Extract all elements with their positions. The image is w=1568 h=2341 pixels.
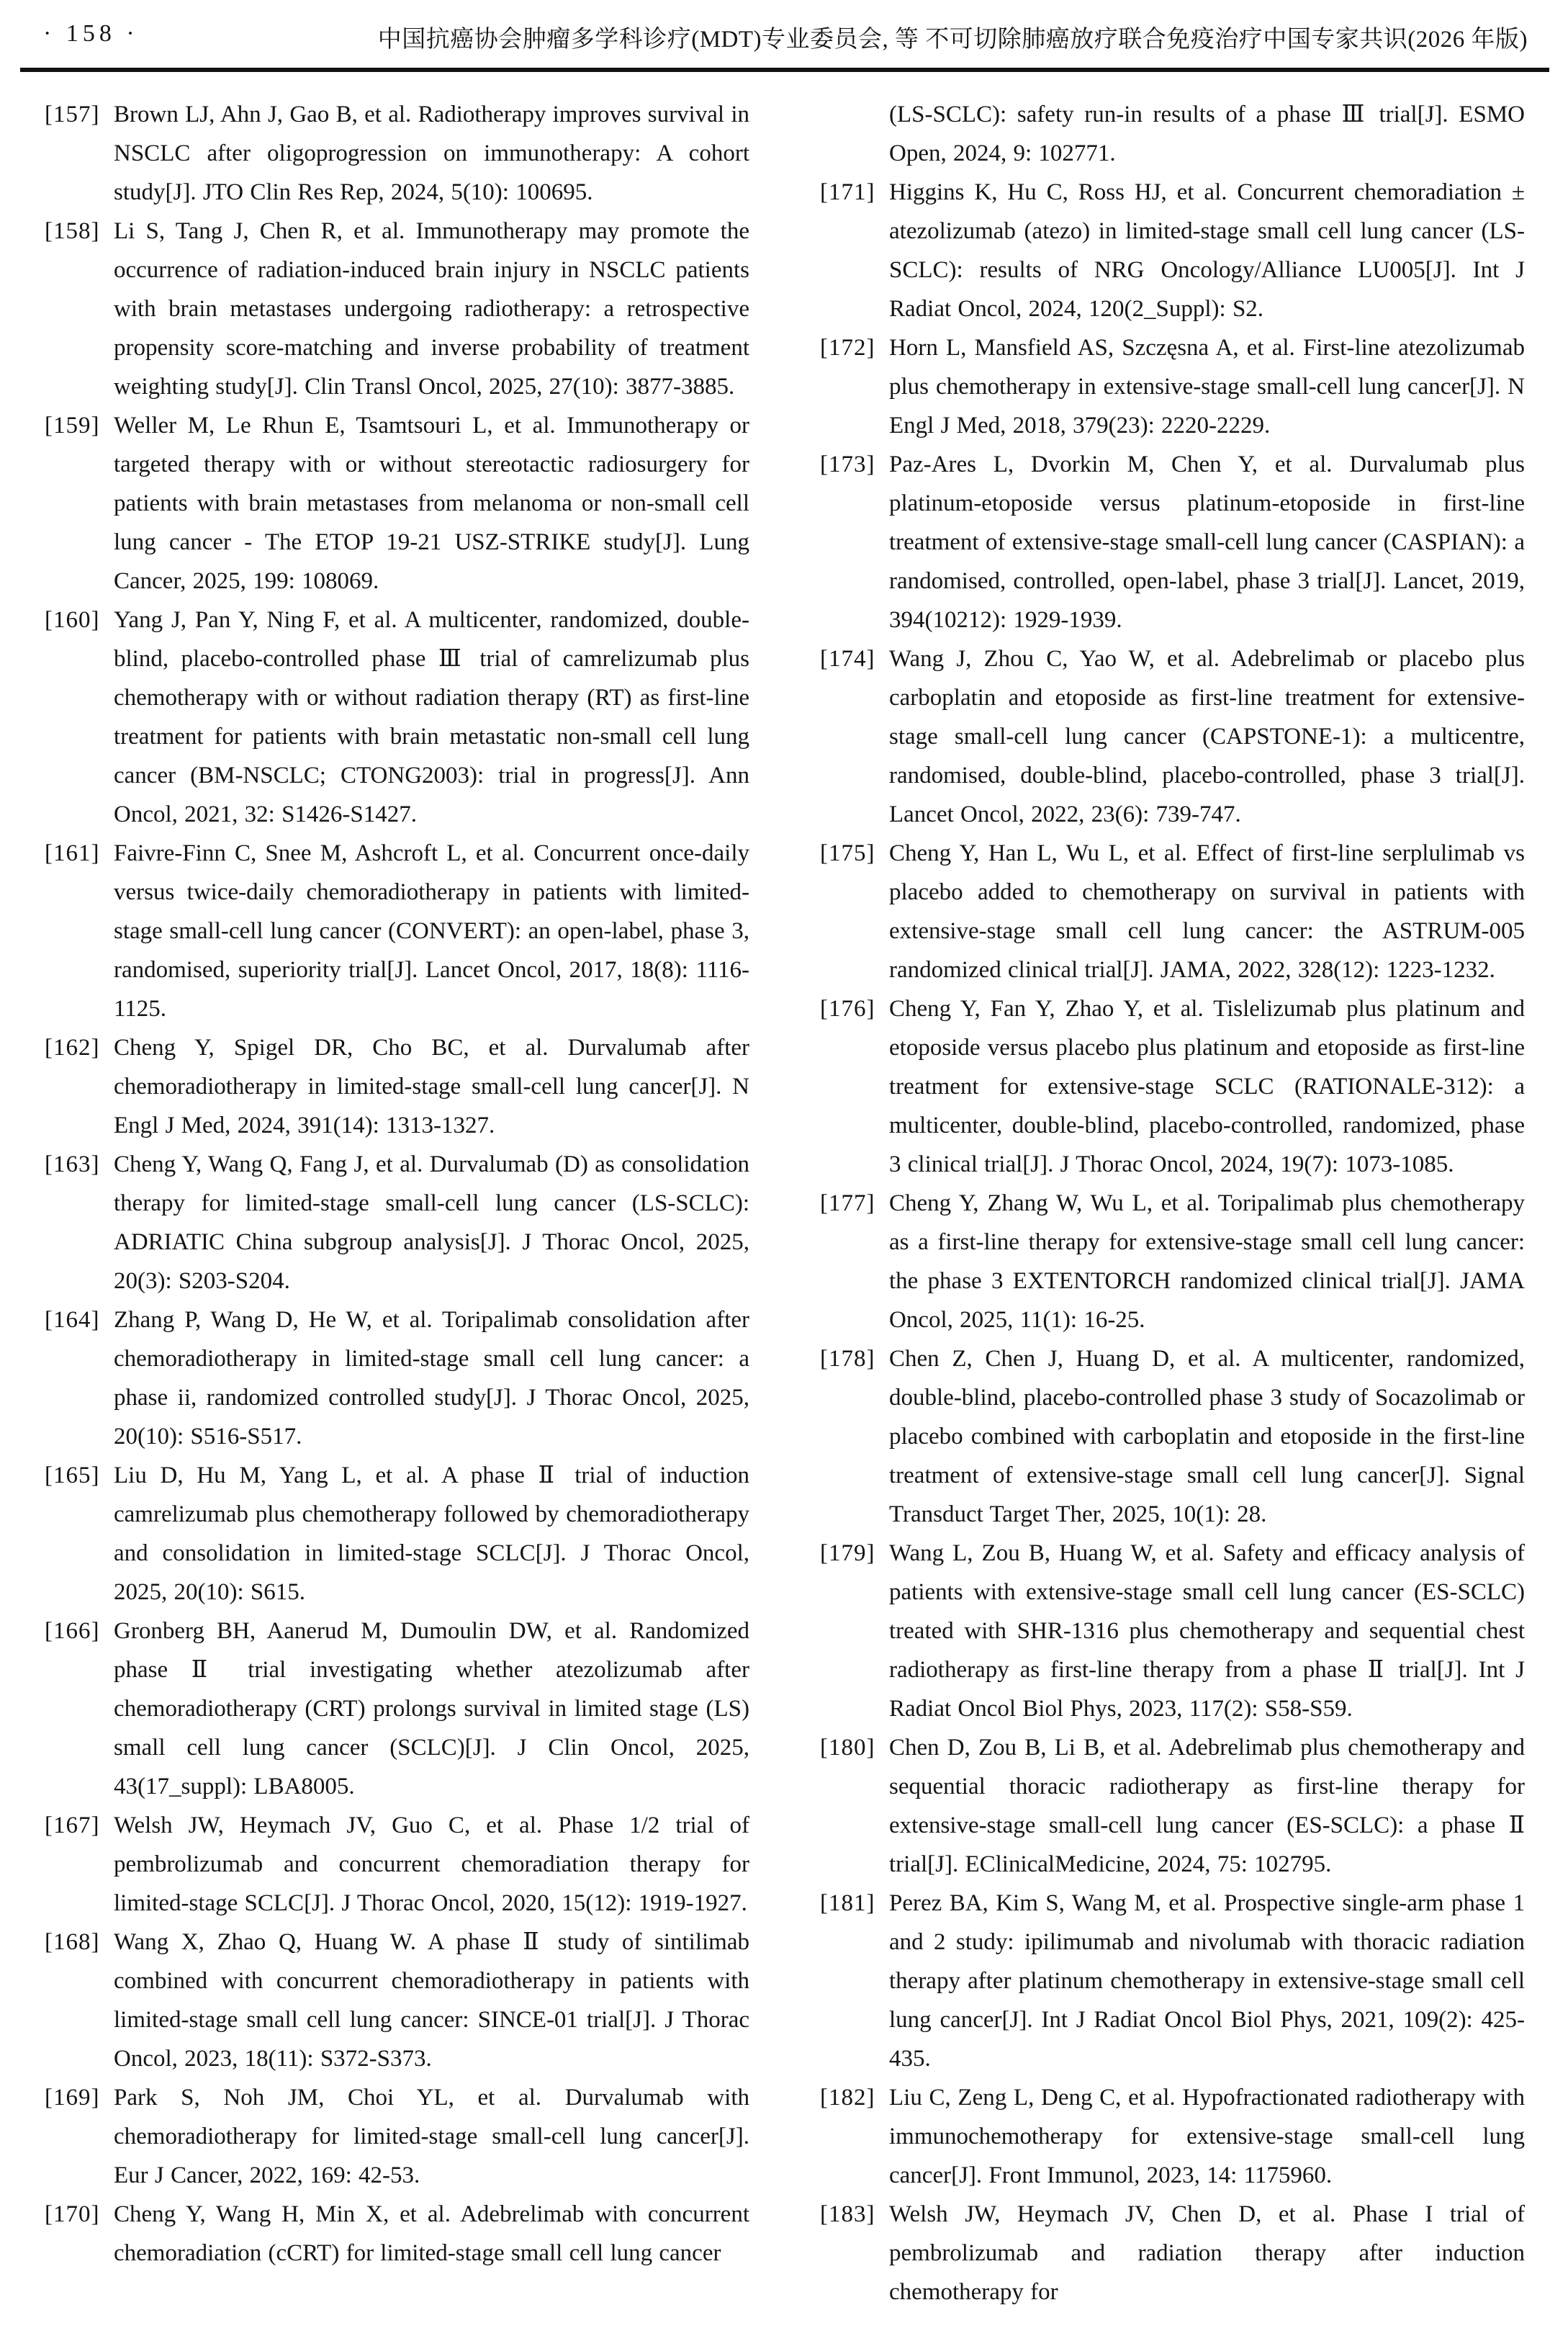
reference-number: [157]	[45, 102, 100, 127]
reference-number: [174]	[820, 646, 875, 672]
reference-number: [173]	[820, 451, 875, 477]
reference-number: [183]	[820, 2201, 875, 2227]
running-head-title: 中国抗癌协会肿瘤多学科诊疗(MDT)专业委员会, 等 不可切除肺癌放疗联合免疫治疗中国专家共识(2026 年版)	[377, 27, 1528, 53]
reference-number: [179]	[820, 1540, 875, 1566]
reference-entry	[820, 834, 1525, 989]
reference-number: [159]	[45, 413, 100, 439]
reference-text: Gronberg BH, Aanerud M, Dumoulin DW, et al. Randomized phase Ⅱ trial investigating whether atezolizumab after chemoradiotherapy (CRT) prolongs survival in limited stage (LS) small cell lung cancer (SCLC)[J]. J Clin Oncol, 2025, 43(17_suppl): LBA8005.	[114, 1618, 749, 1799]
reference-entry	[820, 1184, 1525, 1339]
reference-entry	[820, 1534, 1525, 1728]
reference-text: Li S, Tang J, Chen R, et al. Immunotherapy may promote the occurrence of radiation-induced brain injury in NSCLC patients with brain metastases undergoing radiotherapy: a retrospective propensity score-matching and inverse probability of treatment weighting study[J]. Clin Transl Oncol, 2025, 27(10): 3877-3885.	[114, 218, 749, 400]
reference-entry	[45, 1456, 749, 1612]
reference-entry	[45, 212, 749, 406]
reference-text: Chen Z, Chen J, Huang D, et al. A multicenter, randomized, double-blind, placebo-controlled phase 3 study of Socazolimab or placebo combined with carboplatin and etoposide in the first-line treatment of extensive-stage small cell lung cancer[J]. Signal Transduct Target Ther, 2025, 10(1): 28.	[889, 1346, 1525, 1527]
reference-number: [167]	[45, 1812, 100, 1838]
references-section	[0, 73, 1568, 2311]
reference-entry	[45, 1612, 749, 1806]
page-number: · 158 ·	[43, 20, 139, 47]
reference-text: Welsh JW, Heymach JV, Guo C, et al. Phase 1/2 trial of pembrolizumab and concurrent chemoradiation therapy for limited-stage SCLC[J]. J Thorac Oncol, 2020, 15(12): 1919-1927.	[114, 1812, 749, 1916]
reference-entry	[45, 2078, 749, 2195]
reference-text: Zhang P, Wang D, He W, et al. Toripalimab consolidation after chemoradiotherapy in limited-stage small cell lung cancer: a phase ii, randomized controlled study[J]. J Thorac Oncol, 2025, 20(10): S516-S517.	[114, 1307, 749, 1450]
reference-entry	[820, 639, 1525, 834]
reference-text: Liu C, Zeng L, Deng C, et al. Hypofractionated radiotherapy with immunochemotherapy for extensive-stage small-cell lung cancer[J]. Front Immunol, 2023, 14: 1175960.	[889, 2085, 1525, 2188]
reference-text: Park S, Noh JM, Choi YL, et al. Durvalumab with chemoradiotherapy for limited-stage small-cell lung cancer[J]. Eur J Cancer, 2022, 169: 42-53.	[114, 2085, 749, 2188]
reference-text: Cheng Y, Wang H, Min X, et al. Adebrelimab with concurrent chemoradiation (cCRT) for limited-stage small cell lung cancer	[114, 2201, 749, 2266]
reference-entry	[45, 1806, 749, 1923]
reference-text: Wang X, Zhao Q, Huang W. A phase Ⅱ study of sintilimab combined with concurrent chemoradiotherapy in patients with limited-stage small cell lung cancer: SINCE-01 trial[J]. J Thorac Oncol, 2023, 18(11): S372-S373.	[114, 1929, 749, 2072]
reference-entry	[820, 328, 1525, 445]
reference-number: [160]	[45, 607, 100, 633]
reference-number: [171]	[820, 179, 875, 205]
reference-entry	[45, 1923, 749, 2078]
reference-number: [169]	[45, 2085, 100, 2111]
reference-entry	[45, 834, 749, 1028]
reference-number: [177]	[820, 1190, 875, 1216]
reference-number: [176]	[820, 996, 875, 1022]
reference-entry	[820, 989, 1525, 1184]
reference-entry	[45, 1145, 749, 1300]
reference-entry	[45, 2195, 749, 2273]
reference-text: Cheng Y, Han L, Wu L, et al. Effect of first-line serplulimab vs placebo added to chemotherapy on survival in patients with extensive-stage small cell lung cancer: the ASTRUM-005 randomized clinical trial[J]. JAMA, 2022, 328(12): 1223-1232.	[889, 840, 1525, 983]
reference-text: Perez BA, Kim S, Wang M, et al. Prospective single-arm phase 1 and 2 study: ipilimumab and nivolumab with thoracic radiation therapy after platinum chemotherapy in extensive-stage small cell lung cancer[J]. Int J Radiat Oncol Biol Phys, 2021, 109(2): 425-435.	[889, 1890, 1525, 2072]
reference-entry	[820, 1728, 1525, 1884]
reference-text: Cheng Y, Wang Q, Fang J, et al. Durvalumab (D) as consolidation therapy for limited-stage small-cell lung cancer (LS-SCLC): ADRIATIC China subgroup analysis[J]. J Thorac Oncol, 2025, 20(3): S203-S204.	[114, 1151, 749, 1294]
reference-text: Wang J, Zhou C, Yao W, et al. Adebrelimab or placebo plus carboplatin and etoposide as first-line treatment for extensive-stage small-cell lung cancer (CAPSTONE-1): a multicentre, randomised, double-blind, placebo-controlled, phase 3 trial[J]. Lancet Oncol, 2022, 23(6): 739-747.	[889, 646, 1525, 827]
reference-number: [180]	[820, 1735, 875, 1761]
reference-entry	[820, 1339, 1525, 1534]
reference-text: Chen D, Zou B, Li B, et al. Adebrelimab plus chemotherapy and sequential thoracic radiotherapy as first-line therapy for extensive-stage small-cell lung cancer (ES-SCLC): a phase Ⅱ trial[J]. EClinicalMedicine, 2024, 75: 102795.	[889, 1735, 1525, 1877]
header-rule	[20, 68, 1549, 72]
reference-number: [162]	[45, 1035, 100, 1061]
reference-text: Cheng Y, Fan Y, Zhao Y, et al. Tislelizumab plus platinum and etoposide versus placebo plus platinum and etoposide as first-line treatment for extensive-stage SCLC (RATIONALE-312): a multicenter, double-blind, placebo-controlled, randomized, phase 3 clinical trial[J]. J Thorac Oncol, 2024, 19(7): 1073-1085.	[889, 996, 1525, 1177]
reference-number: [163]	[45, 1151, 100, 1177]
reference-text: Horn L, Mansfield AS, Szczęsna A, et al. First-line atezolizumab plus chemotherapy in extensive-stage small-cell lung cancer[J]. N Engl J Med, 2018, 379(23): 2220-2229.	[889, 335, 1525, 439]
reference-number: [165]	[45, 1462, 100, 1488]
reference-entry	[820, 445, 1525, 639]
reference-entry	[820, 173, 1525, 328]
reference-number: [168]	[45, 1929, 100, 1955]
page-header	[0, 0, 1568, 73]
reference-entry	[820, 2078, 1525, 2195]
reference-text: Brown LJ, Ahn J, Gao B, et al. Radiotherapy improves survival in NSCLC after oligoprogression on immunotherapy: A cohort study[J]. JTO Clin Res Rep, 2024, 5(10): 100695.	[114, 102, 749, 205]
reference-entry	[45, 1300, 749, 1456]
references-column-right	[820, 95, 1525, 2311]
reference-text: Liu D, Hu M, Yang L, et al. A phase Ⅱ trial of induction camrelizumab plus chemotherapy followed by chemoradiotherapy and consolidation in limited-stage SCLC[J]. J Thorac Oncol, 2025, 20(10): S615.	[114, 1462, 749, 1605]
reference-text: Cheng Y, Spigel DR, Cho BC, et al. Durvalumab after chemoradiotherapy in limited-stage small-cell lung cancer[J]. N Engl J Med, 2024, 391(14): 1313-1327.	[114, 1035, 749, 1138]
reference-text: Higgins K, Hu C, Ross HJ, et al. Concurrent chemoradiation ± atezolizumab (atezo) in limited-stage small cell lung cancer (LS-SCLC): results of NRG Oncology/Alliance LU005[J]. Int J Radiat Oncol, 2024, 120(2_Suppl): S2.	[889, 179, 1525, 322]
reference-number: [170]	[45, 2201, 100, 2227]
reference-text: Wang L, Zou B, Huang W, et al. Safety and efficacy analysis of patients with extensive-stage small cell lung cancer (ES-SCLC) treated with SHR-1316 plus chemotherapy and sequential chest radiotherapy as first-line therapy from a phase Ⅱ trial[J]. Int J Radiat Oncol Biol Phys, 2023, 117(2): S58-S59.	[889, 1540, 1525, 1722]
reference-text: Yang J, Pan Y, Ning F, et al. A multicenter, randomized, double-blind, placebo-controlled phase Ⅲ trial of camrelizumab plus chemotherapy with or without radiation therapy (RT) as first-line treatment for patients with brain metastatic non-small cell lung cancer (BM-NSCLC; CTONG2003): trial in progress[J]. Ann Oncol, 2021, 32: S1426-S1427.	[114, 607, 749, 827]
reference-number: [158]	[45, 218, 100, 244]
reference-entry	[45, 406, 749, 601]
reference-text: Weller M, Le Rhun E, Tsamtsouri L, et al. Immunotherapy or targeted therapy with or without stereotactic radiosurgery for patients with brain metastases from melanoma or non-small cell lung cancer - The ETOP 19-21 USZ-STRIKE study[J]. Lung Cancer, 2025, 199: 108069.	[114, 413, 749, 594]
reference-number: [181]	[820, 1890, 875, 1916]
reference-text: Welsh JW, Heymach JV, Chen D, et al. Phase I trial of pembrolizumab and radiation therapy after induction chemotherapy for	[889, 2201, 1525, 2305]
reference-entry	[45, 601, 749, 834]
references-column-left	[45, 95, 749, 2311]
reference-number: [178]	[820, 1346, 875, 1372]
reference-number: [161]	[45, 840, 100, 866]
reference-entry	[45, 95, 749, 212]
reference-number: [182]	[820, 2085, 875, 2111]
reference-entry	[820, 2195, 1525, 2311]
reference-text: Faivre-Finn C, Snee M, Ashcroft L, et al. Concurrent once-daily versus twice-daily chemoradiotherapy in patients with limited-stage small-cell lung cancer (CONVERT): an open-label, phase 3, randomised, superiority trial[J]. Lancet Oncol, 2017, 18(8): 1116-1125.	[114, 840, 749, 1022]
reference-number: [175]	[820, 840, 875, 866]
reference-entry	[820, 1884, 1525, 2078]
reference-text: (LS-SCLC): safety run-in results of a phase Ⅲ trial[J]. ESMO Open, 2024, 9: 102771.	[889, 102, 1525, 166]
reference-number: [172]	[820, 335, 875, 361]
reference-entry	[820, 95, 1525, 173]
reference-text: Cheng Y, Zhang W, Wu L, et al. Toripalimab plus chemotherapy as a first-line therapy for extensive-stage small cell lung cancer: the phase 3 EXTENTORCH randomized clinical trial[J]. JAMA Oncol, 2025, 11(1): 16-25.	[889, 1190, 1525, 1333]
reference-entry	[45, 1028, 749, 1145]
reference-number: [166]	[45, 1618, 100, 1644]
reference-number: [164]	[45, 1307, 100, 1333]
reference-text: Paz-Ares L, Dvorkin M, Chen Y, et al. Durvalumab plus platinum-etoposide versus platinum-etoposide in first-line treatment of extensive-stage small-cell lung cancer (CASPIAN): a randomised, controlled, open-label, phase 3 trial[J]. Lancet, 2019, 394(10212): 1929-1939.	[889, 451, 1525, 633]
